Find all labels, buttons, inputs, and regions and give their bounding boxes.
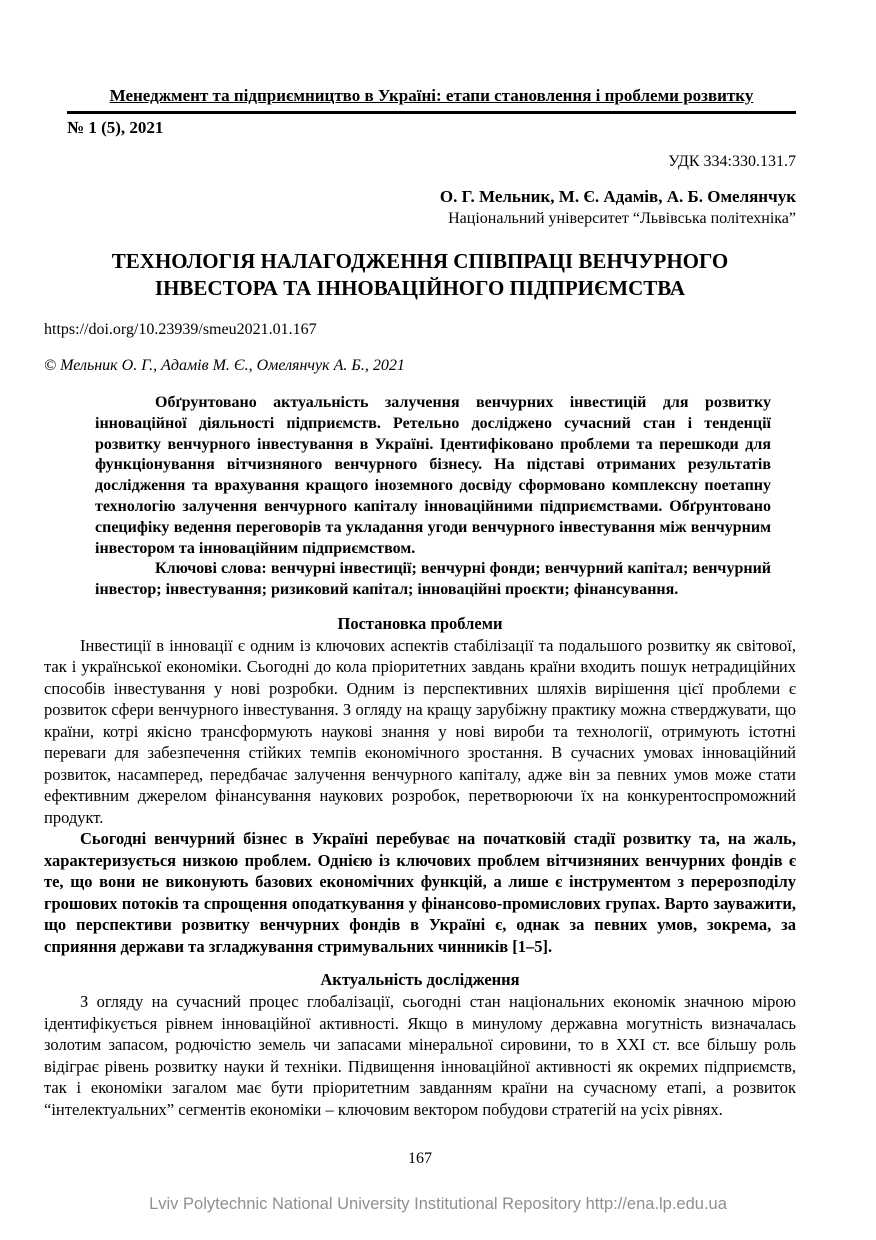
issue-number: № 1 (5), 2021 — [67, 118, 164, 137]
article-body — [44, 614, 796, 1121]
repository-footer[interactable]: Lviv Polytechnic National University Institutional Repository http://ena.lp.edu.ua — [149, 1195, 727, 1213]
body-paragraph: Сьогодні венчурний бізнес в Україні перебуває на початковій стадії розвитку та, на жаль, характеризується низкою проблем. Однією із ключових проблем вітчизняних венчурних фондів є те, що вони не виконують базових економічних функцій, а лише є інструментом з перерозподілу грошових потоків та спрощення оподаткування у фінансово-промислових групах. Варто зауважити, що перспективи розвитку венчурних фондів в Україні є, однак за певних умов, зокрема, за сприяння держави та згладжування стримувальних чинників [1–5]. — [44, 829, 796, 956]
journal-title: Менеджмент та підприємництво в Україні: етапи становлення і проблеми розвитку — [109, 86, 754, 105]
keywords-line — [95, 559, 771, 601]
doi-link[interactable]: https://doi.org/10.23939/smeu2021.01.167 — [44, 321, 317, 338]
section-heading: Актуальність дослідження — [320, 970, 520, 990]
running-head — [44, 86, 796, 138]
abstract-block — [95, 393, 771, 601]
page-number: 167 — [408, 1150, 432, 1168]
body-paragraph: Інвестиції в інновації є одним із ключових аспектів стабілізації та подальшого розвитку як світової, так і української економіки. Сьогодні до кола пріоритетних завдань країни входить пошук нетрадиційних способів інвестування у нові розробки. Одним із перспективних шляхів вирішення цієї проблеми є розвиток сфери венчурного інвестування. З огляду на кращу зарубіжну практику можна стверджувати, що країни, котрі якісно трансформують наукові знання у нові вироби та технології, отримують істотні переваги для забезпечення стійких темпів економічного зростання. В сучасних умовах інноваційний розвиток, насамперед, передбачає залучення венчурного капіталу, адже він за певних умов може стати ефективним джерелом фінансування наукових розробок, перетворюючи їх на конкурентоспроможний продукт. — [44, 635, 796, 827]
body-paragraph: З огляду на сучасний процес глобалізації, сьогодні стан національних економік значною мірою ідентифікується рівнем інноваційної активності. Якщо в минулому державна могутність визначалась золотим запасом, родючістю земель чи запасами мінеральної сировини, то в XXI ст. все більшу роль відіграє рівень розвитку науки й техніки. Підвищення інноваційної активності як окремих підприємств, так і економіки загалом має бути пріоритетним завданням країни на сучасному етапі, а розвиток “інтелектуальних” сегментів економіки – ключовим вектором побудови стратегій на усіх рівнях. — [44, 992, 796, 1119]
affiliation: Національний університет “Львівська політехніка” — [448, 210, 796, 227]
article-title: ТЕХНОЛОГІЯ НАЛАГОДЖЕННЯ СПІВПРАЦІ ВЕНЧУРНОГО ІНВЕСТОРА ТА ІННОВАЦІЙНОГО ПІДПРИЄМСТВА — [111, 249, 729, 300]
copyright-line: © Мельник О. Г., Адамів М. Є., Омелянчук А. Б., 2021 — [44, 357, 405, 374]
abstract-text: Обґрунтовано актуальність залучення венчурних інвестицій для розвитку інноваційної діяльності підприємств. Ретельно досліджено сучасний стан і тенденції розвитку венчурного інвестування в Україні. Ідентифіковано проблеми та перешкоди для функціонування вітчизняного венчурного бізнесу. На підставі отриманих результатів дослідження та врахування кращого іноземного досвіду сформовано комплексну поетапну технологію залучення венчурного капіталу інноваційними підприємствами. Обґрунтовано специфіку ведення переговорів та укладання угоди венчурного інвестування між венчурним інвестором та інноваційним підприємством. — [95, 394, 771, 557]
section-heading: Постановка проблеми — [337, 613, 503, 633]
keywords-label: Ключові слова: — [155, 560, 267, 578]
header-rule — [67, 111, 796, 114]
udc-code: УДК 334:330.131.7 — [668, 153, 796, 170]
authors-line: О. Г. Мельник, М. Є. Адамів, А. Б. Омелянчук — [439, 187, 796, 206]
keywords-text: венчурні інвестиції; венчурні фонди; венчурний капітал; венчурний інвестор; інвестування; ризиковий капітал; інноваційні проєкти; фінансування. — [95, 560, 771, 599]
